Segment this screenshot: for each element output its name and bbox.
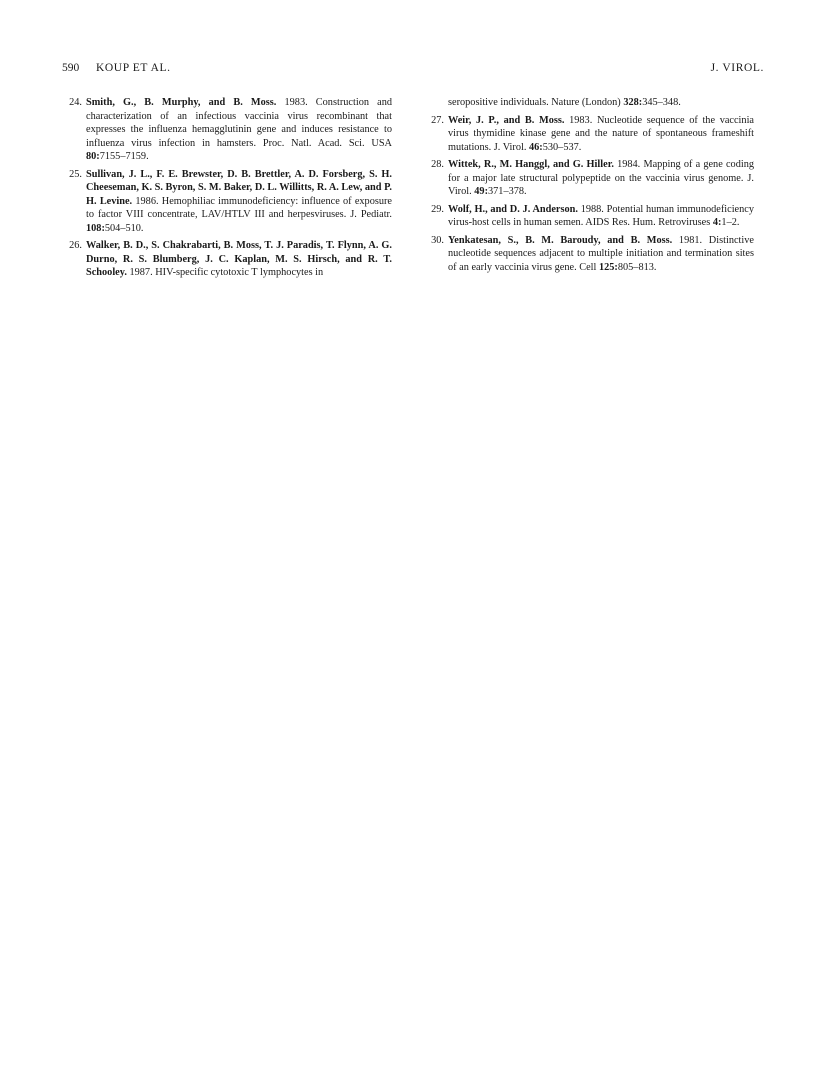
- reference-volume: 4:: [712, 217, 722, 228]
- reference-number: 25.: [69, 168, 82, 180]
- running-header: [62, 62, 764, 78]
- reference-number: 29.: [431, 203, 444, 215]
- reference-text: 1984. Mapping of a gene coding for a major late structural polypeptide on the vaccinia virus genome. J. Virol.: [448, 159, 754, 197]
- reference-volume: 46:: [529, 141, 543, 153]
- reference-pages: 805–813.: [617, 261, 657, 273]
- reference-text: 1988. Potential human immunodeficiency virus-host cells in human semen. AIDS Res. Hum. Retroviruses: [448, 203, 754, 228]
- reference-pages: 7155–7159.: [99, 151, 149, 162]
- reference-authors: Walker, B. D., S. Chakrabarti, B. Moss, T. J. Paradis, T. Flynn, A. G. Durno, R. S. Blumberg, J. C. Kaplan, M. S. Hirsch, and R. T. Schooley.: [86, 240, 392, 278]
- reference-number: 24.: [69, 97, 82, 108]
- reference-volume: 328:: [623, 97, 643, 108]
- reference-text: 1983. Construction and characterization of an infectious vaccinia virus recombinant that expresses the influenza hemagglutinin gene and induces resistance to influenza virus infection in hamsters. Proc. Natl. Acad. Sci. USA: [86, 97, 392, 149]
- reference-authors: Weir, J. P., and B. Moss.: [448, 114, 565, 126]
- reference-item: [424, 158, 754, 199]
- reference-item: [424, 234, 754, 275]
- reference-continuation: [424, 96, 754, 110]
- reference-authors: Smith, G., B. Murphy, and B. Moss.: [86, 97, 277, 108]
- references-column-right: [424, 96, 754, 278]
- running-authors: KOUP ET AL.: [96, 62, 171, 74]
- reference-authors: Sullivan, J. L., F. E. Brewster, D. B. Brettler, A. D. Forsberg, S. H. Cheeseman, K. S. Byron, S. M. Baker, D. L. Willitts, R. A. Lew, and P. H. Levine.: [86, 168, 392, 207]
- reference-number: 27.: [431, 114, 444, 126]
- reference-volume: 108:: [86, 222, 105, 234]
- reference-pages: 504–510.: [104, 222, 144, 234]
- reference-authors: Yenkatesan, S., B. M. Baroudy, and B. Moss.: [448, 234, 673, 246]
- reference-item: [62, 168, 392, 236]
- reference-volume: 125:: [598, 261, 618, 273]
- reference-authors: Wolf, H., and D. J. Anderson.: [448, 203, 578, 215]
- journal-name: J. VIROL.: [710, 62, 764, 74]
- reference-text: seropositive individuals. Nature (London): [448, 97, 624, 108]
- reference-pages: 371–378.: [488, 186, 527, 197]
- references-column-left: [62, 96, 392, 284]
- page-number: 590: [62, 62, 80, 74]
- reference-number: 28.: [431, 159, 444, 170]
- reference-text: 1987. HIV-specific cytotoxic T lymphocytes in: [126, 267, 324, 278]
- reference-text: 1983. Nucleotide sequence of the vaccinia virus thymidine kinase gene and the nature of spontaneous frameshift mutations. J. Virol.: [448, 114, 754, 153]
- reference-item: [62, 239, 392, 280]
- reference-number: 26.: [69, 240, 82, 251]
- reference-item: [62, 96, 392, 164]
- reference-volume: 80:: [86, 151, 100, 162]
- reference-number: 30.: [431, 234, 444, 246]
- reference-text: 1986. Hemophiliac immunodeficiency: influence of exposure to factor VIII concentrate, LAV/HTLV III and herpesviruses. J. Pediatr.: [86, 195, 392, 220]
- reference-text: 1981. Distinctive nucleotide sequences adjacent to multiple initiation and termination sites of an early vaccinia virus gene. Cell: [448, 234, 754, 273]
- reference-item: [424, 114, 754, 155]
- reference-pages: 345–348.: [642, 97, 681, 108]
- reference-item: [424, 203, 754, 230]
- reference-pages: 1–2.: [721, 217, 740, 228]
- reference-volume: 49:: [474, 186, 488, 197]
- reference-authors: Wittek, R., M. Hanggl, and G. Hiller.: [448, 159, 614, 170]
- reference-pages: 530–537.: [542, 141, 582, 153]
